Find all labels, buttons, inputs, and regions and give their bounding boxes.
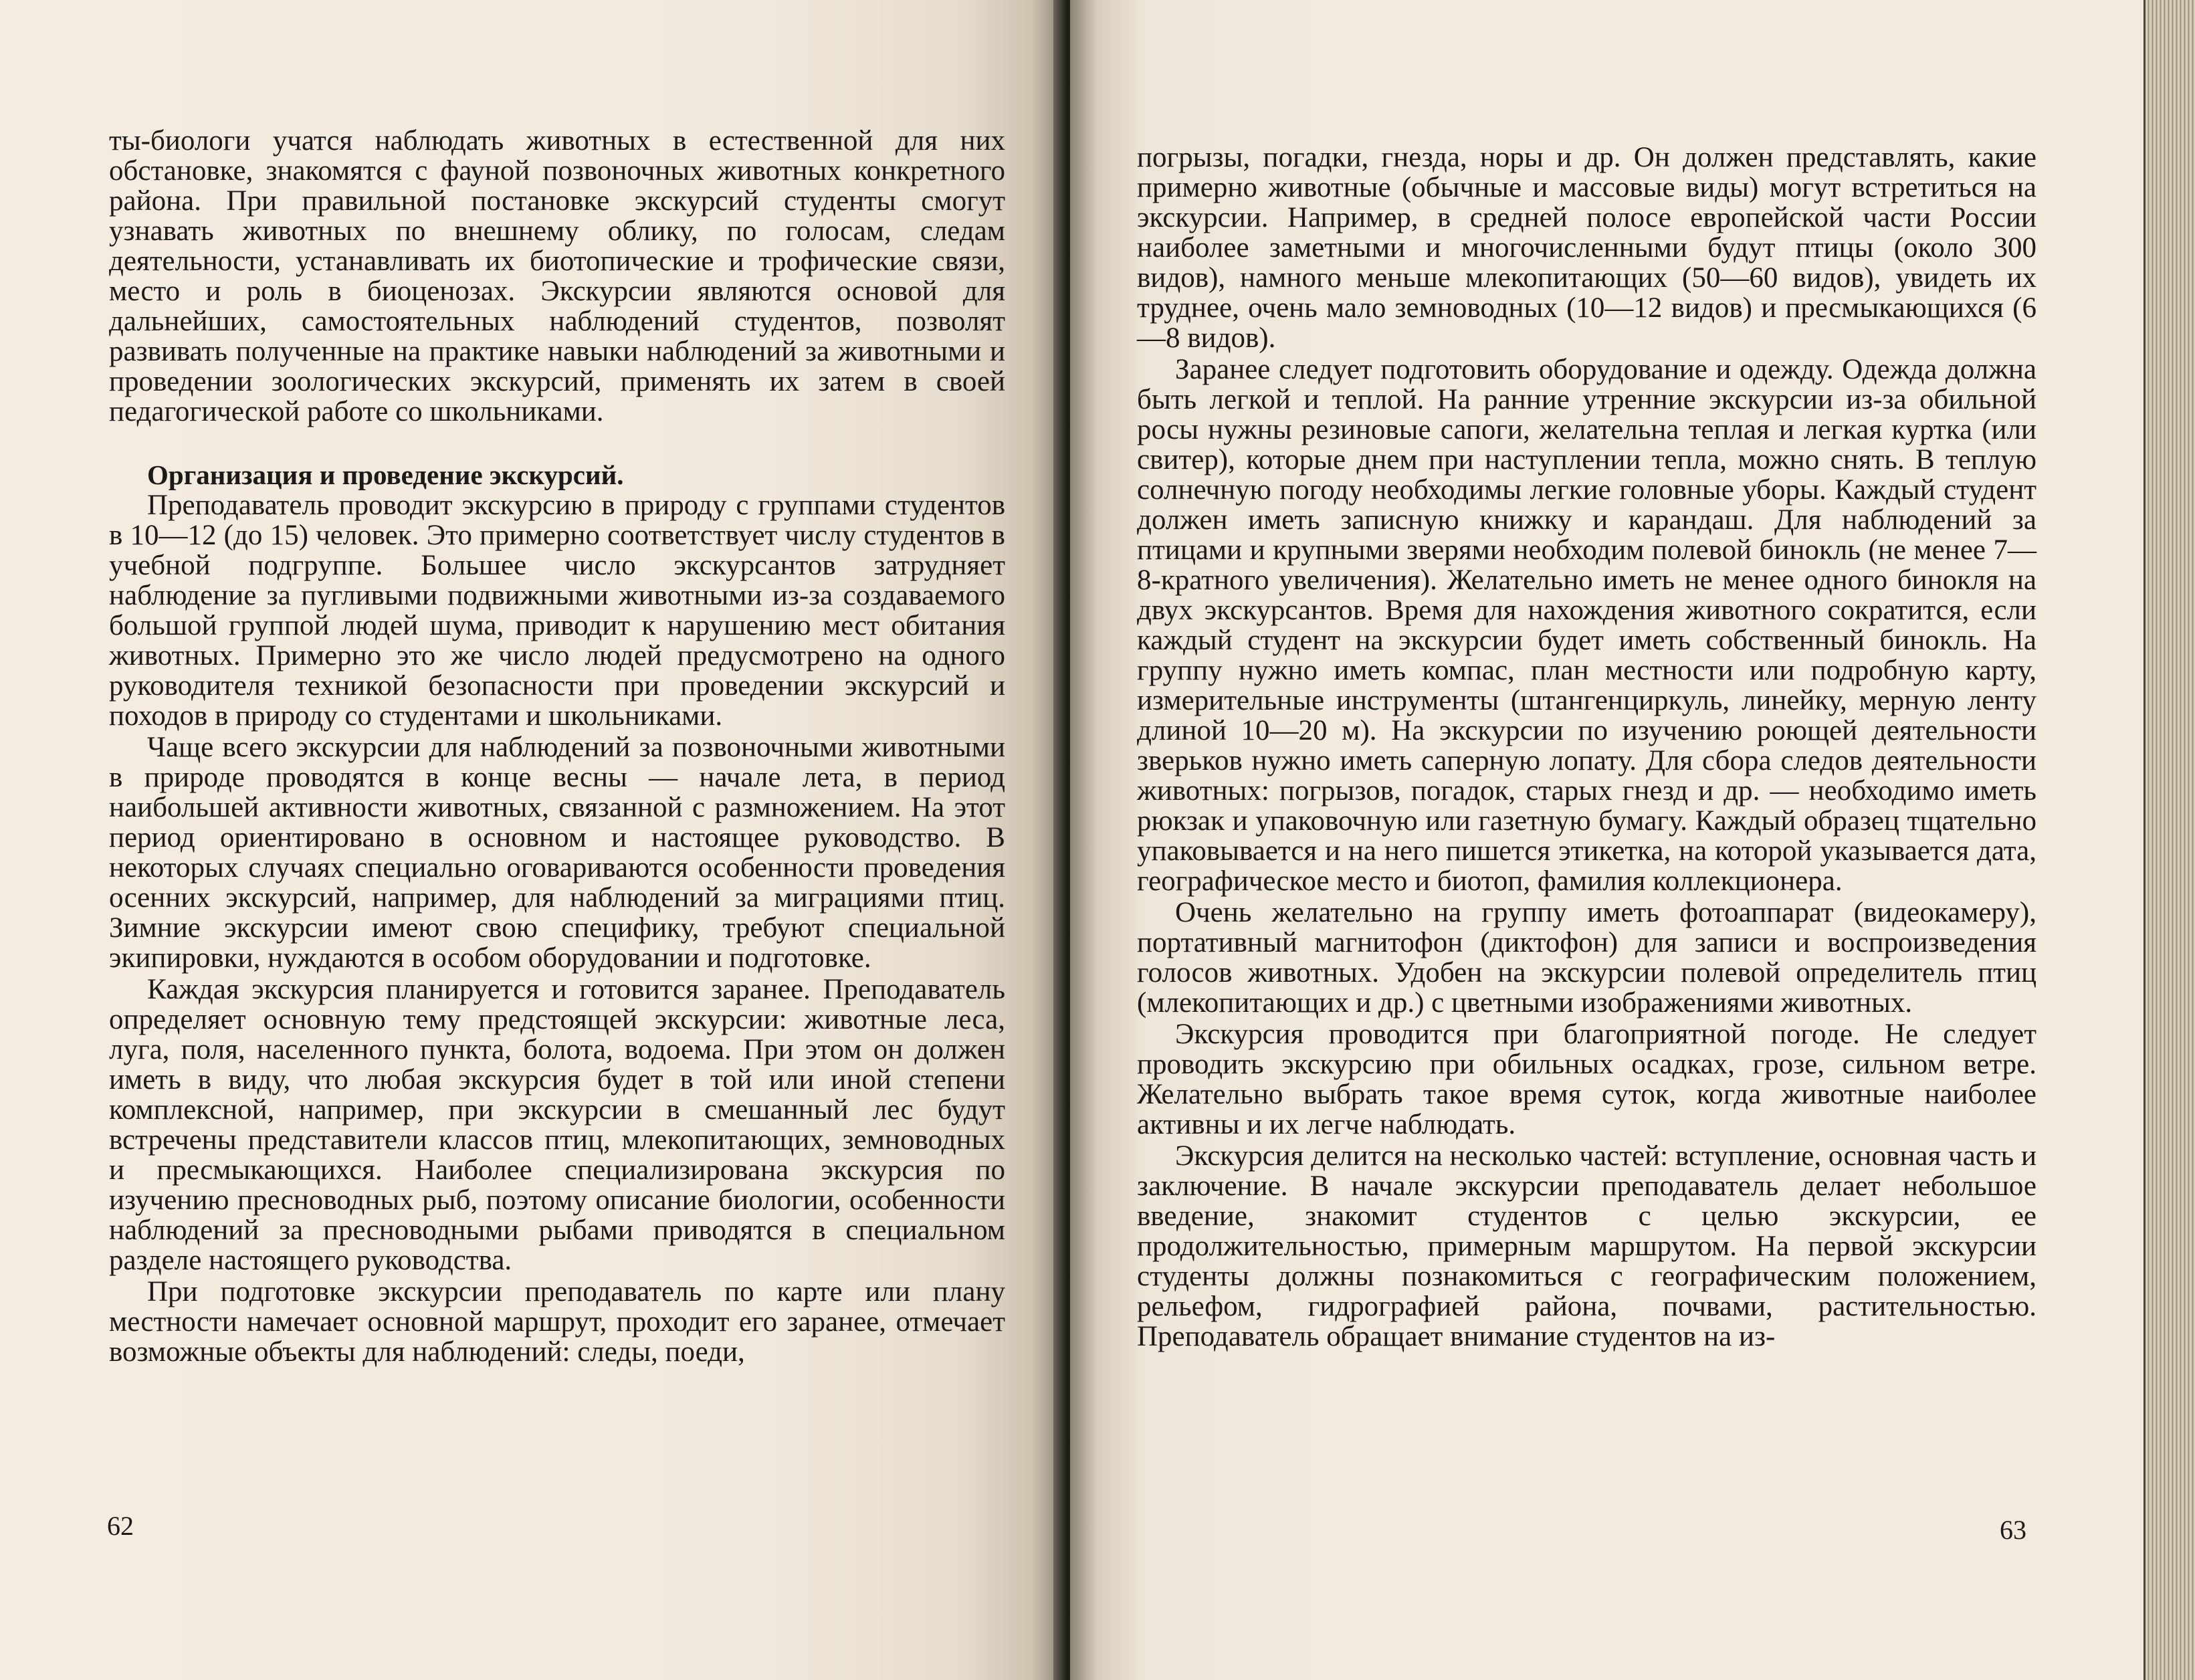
paragraph: Экскурсия проводится при благоприятной погоде. Не следует проводить экскурсию при обильных осадках, грозе, сильном ветре. Желательно выбрать такое время суток, когда животные наиболее активны и их легче наблюдать. [1137,1019,2036,1140]
section-heading: Организация и проведение экскурсий. [147,459,624,490]
right-page-text [1137,142,2036,1352]
paragraph: Каждая экскурсия планируется и готовится заранее. Преподаватель определяет основную тему предстоящей экскурсии: животные леса, луга, поля, населенного пункта, болота, водоема. При этом он должен иметь в виду, что любая экскурсия будет в той или иной степени комплексной, например, при экскурсии в смешанный лес будут встречены представители классов птиц, млекопитающих, земноводных и пресмыкающихся. Наиболее специализирована экскурсия по изучению пресноводных рыб, поэтому описание биологии, особенности наблюдений за пресноводными рыбами приводятся в специальном разделе настоящего руководства. [109,974,1005,1276]
page-number: 62 [107,1511,134,1541]
right-page [1070,0,2150,1680]
left-page-text [109,126,1005,1367]
left-page [0,0,1063,1680]
page-number: 63 [2000,1515,2026,1545]
paragraph: При подготовке экскурсии преподаватель по карте или плану местности намечает основной маршрут, проходит его заранее, отмечает возможные объекты для наблюдений: следы, поеди, [109,1276,1005,1368]
paragraph: Заранее следует подготовить оборудование и одежду. Одежда должна быть легкой и теплой. На ранние утренние экскурсии из-за обильной росы нужны резиновые сапоги, желательна теплая и легкая куртка (или свитер), которые днем при наступлении тепла, можно снять. В теплую солнечную погоду необходимы легкие головные уборы. Каждый студент должен иметь записную книжку и карандаш. Для наблюдений за птицами и крупными зверями необходим полевой бинокль (не менее 7—8-кратного увеличения). Желательно иметь не менее одного бинокля на двух экскурсантов. Время для нахождения животного сократится, если каждый студент на экскурсии будет иметь собственный бинокль. На группу нужно иметь компас, план местности или подробную карту, измерительные инструменты (штангенциркуль, линейку, мерную ленту длиной 10—20 м). На экскурсии по изучению роющей деятельности зверьков нужно иметь саперную лопату. Для сбора следов деятельности животных: погрызов, погадок, старых гнезд и др. — необходимо иметь рюкзак и упаковочную или газетную бумагу. Каждый образец тщательно упаковывается и на него пишется этикетка, на которой указывается дата, географическое место и биотоп, фамилия коллекционера. [1137,354,2036,897]
paragraph: Очень желательно на группу иметь фотоаппарат (видеокамеру), портативный магнитофон (диктофон) для записи и воспроизведения голосов животных. Удобен на экскурсии полевой определитель птиц (млекопитающих и др.) с цветными изображениями животных. [1137,897,2036,1019]
paragraph: Экскурсия делится на несколько частей: вступление, основная часть и заключение. В начале экскурсии преподаватель делает небольшое введение, знакомит студентов с целью экскурсии, ее продолжительностью, примерным маршрутом. На первой экскурсии студенты должны познакомиться с географическим положением, рельефом, гидрографией района, почвами, растительностью. Преподаватель обращает внимание студентов на из- [1137,1140,2036,1352]
page-block-edges [2146,0,2195,1680]
paragraph: Чаще всего экскурсии для наблюдений за позвоночными животными в природе проводятся в конце весны — начале лета, в период наибольшей активности животных, связанной с размножением. На этот период ориентировано в основном и настоящее руководство. В некоторых случаях специально оговариваются особенности проведения осенних экскурсий, например, для наблюдений за миграциями птиц. Зимние экскурсии имеют свою специфику, требуют специальной экипировки, нуждаются в особом оборудовании и подготовке. [109,732,1005,974]
paragraph: Преподаватель проводит экскурсию в природу с группами студентов в 10—12 (до 15) человек. Это примерно соответствует числу студентов в учебной подгруппе. Большее число экскурсантов затрудняет наблюдение за пугливыми подвижными животными из-за создаваемого большой группой людей шума, приводит к нарушению мест обитания животных. Примерно это же число людей предусмотрено на одного руководителя техникой безопасности при проведении экскурсий и походов в природу со студентами и школьниками. [109,490,1005,732]
paragraph: ты-биологи учатся наблюдать животных в естественной для них обстановке, знакомятся с фауной позвоночных животных конкретного района. При правильной постановке экскурсий студенты смогут узнавать животных по внешнему облику, по голосам, следам деятельности, устанавливать их биотопические и трофические связи, место и роль в биоценозах. Экскурсии являются основой для дальнейших, самостоятельных наблюдений студентов, позволят развивать полученные на практике навыки наблюдений за животными и проведении зоологических экскурсий, применять их затем в своей педагогической работе со школьниками. [109,125,1005,427]
paragraph: погрызы, погадки, гнезда, норы и др. Он должен представлять, какие примерно животные (обычные и массовые виды) могут встретиться на экскурсии. Например, в средней полосе европейской части России наиболее заметными и многочисленными будут птицы (около 300 видов), намного меньше млекопитающих (50—60 видов), увидеть их труднее, очень мало земноводных (10—12 видов) и пресмыкающихся (6—8 видов). [1137,142,2036,354]
